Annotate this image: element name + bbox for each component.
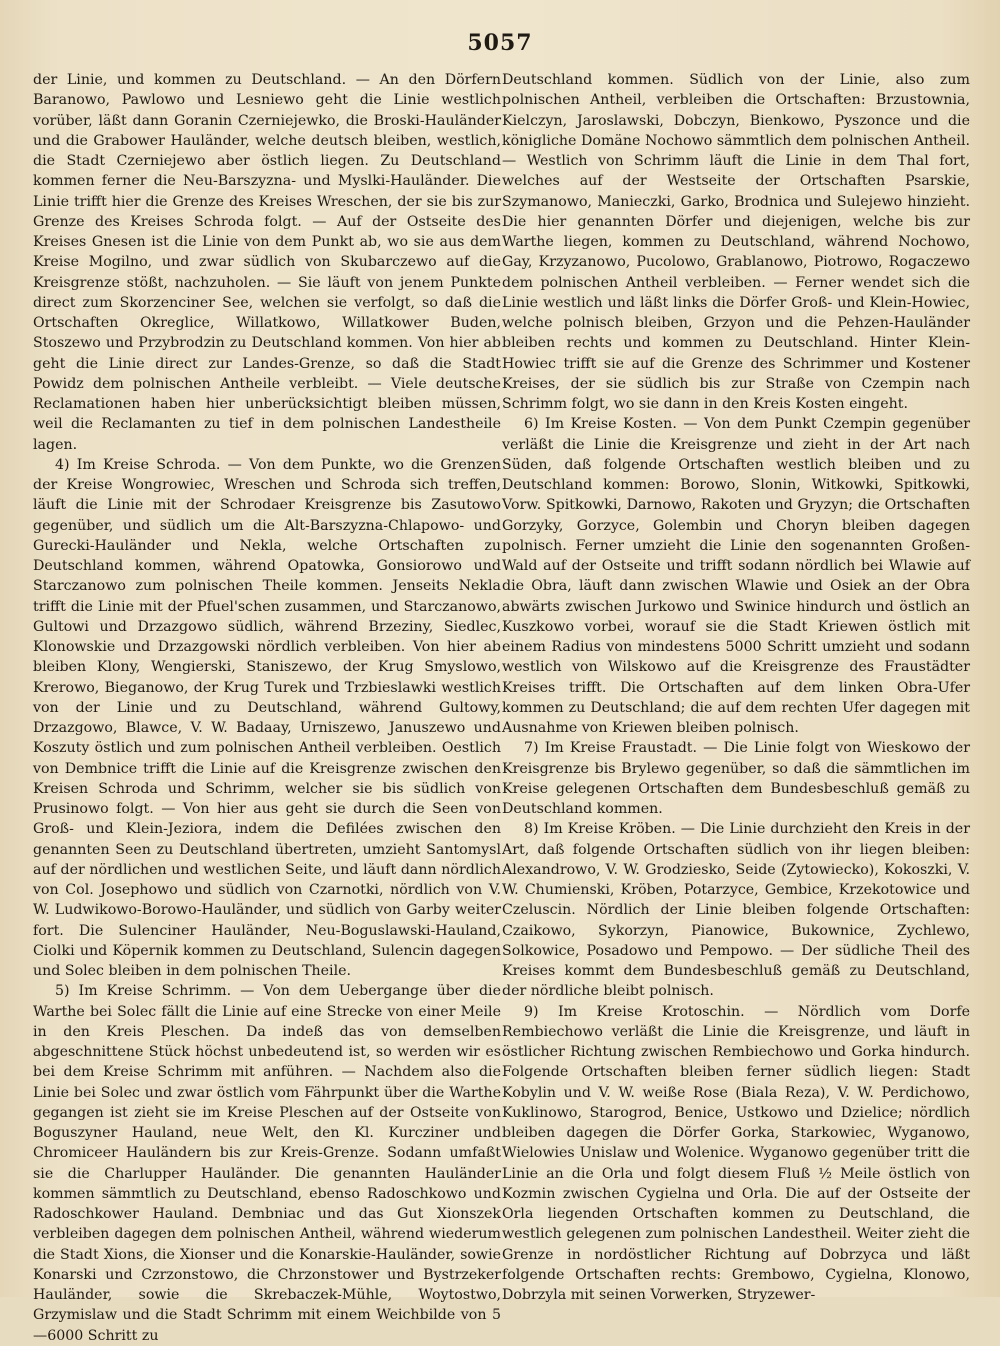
paragraph: 5) Im Kreise Schrimm. — Von dem Uebergange über die Warthe bei Solec fällt die Linie auf eine Strecke von einer Meile in den Kreis Pleschen. Da indeß das von demselben abgeschnittene Stück höchst unbedeutend ist, so werden wir es bei dem Kreise Schrimm mit anführen. — Nachdem also die Linie bei Solec und zwar östlich vom Fährpunkt über die Warthe gegangen ist zieht sie im Kreise Pleschen auf der Ostseite von Boguszyner Hauland, neue Welt, den Kl. Kurcziner und Chromiceer Hauländern bis zur Kreis-Grenze. Sodann umfaßt sie die Charlupper Hauländer. Die genannten Hauländer kommen sämmtlich zu Deutschland, ebenso Radoschkowo und Radoschkower Hauland. Dembniac und das Gut Xionszek verbleiben dagegen dem polnischen Antheil, während wiederum die Stadt Xions, die Xionser und die Konarskie-Hauländer, sowie Konarski und Czrzonstowo, die Chrzonstower und Bystrzeker Hauländer, sowie die Skrebaczek-Mühle, Woytostwo, Grzymislaw und die Stadt Schrimm mit einem Weichbilde von 5—6000 Schritt zu	[33, 983, 501, 1344]
page-number: 5057	[467, 30, 533, 56]
column-gutter	[488, 70, 489, 1270]
paragraph: 6) Im Kreise Kosten. — Von dem Punkt Czempin gegenüber verläßt die Linie die Kreisgrenze und zieht in der Art nach Süden, daß folgende Ortschaften westlich bleiben und zu Deutschland kommen: Borowo, Slonin, Witkowki, Spitkowki, Vorw. Spitkowki, Darnowo, Rakoten und Gryzyn; die Ortschaften Gorzyky, Gorzyce, Golembin und Choryn bleiben dagegen polnisch. Ferner umzieht die Linie den sogenannten Großen-Wald auf der Ostseite und trifft sodann nördlich bei Wlawie auf die Obra, läuft dann zwischen Wlawie und Osiek an der Obra abwärts zwischen Jurkowo und Swinice hindurch und östlich an Kuszkowo vorbei, worauf sie die Stadt Kriewen östlich mit einem Radius von mindestens 5000 Schritt umzieht und sodann westlich von Wilskowo auf die Kreisgrenze des Fraustädter Kreises trifft. Die Ortschaften auf dem linken Obra-Ufer kommen zu Deutschland; die auf dem rechten Ufer dagegen mit Ausnahme von Kriewen bleiben polnisch.	[502, 416, 970, 736]
paragraph: 4) Im Kreise Schroda. — Von dem Punkte, wo die Grenzen der Kreise Wongrowiec, Wreschen und Schroda sich treffen, läuft die Linie mit der Schrodaer Kreisgrenze bis Zasutowo gegenüber, und südlich um die Alt-Barszyzna-Chlapowo- und Gurecki-Hauländer und Nekla, welche Ortschaften zu Deutschland kommen, während Opatowka, Gonsiorowo und Starczanowo zum polnischen Theile kommen. Jenseits Nekla trifft die Linie mit der Pfuel'schen zusammen, und Starczanowo, Gultowi und Drzazgowo südlich, während Brzeziny, Siedlec, Klonowskie und Drzazgowski nördlich verbleiben. Von hier ab bleiben Klony, Wengierski, Staniszewo, der Krug Smyslowo, Krerowo, Bieganowo, der Krug Turek und Trzbieslawki westlich von der Linie und zu Deutschland, während Gultowy, Drzazgowo, Blawce, V. W. Badaay, Urniszewo, Januszewo und Koszuty östlich und zum polnischen Antheil verbleiben. Oestlich von Dembnice trifft die Linie auf die Kreisgrenze zwischen den Kreisen Schroda und Schrimm, welcher sie bis südlich von Prusinowo folgt. — Von hier aus geht sie durch die Seen von Groß- und Klein-Jeziora, indem die Defilées zwischen den genannten Seen zu Deutschland übertreten, umzieht Santomysl auf der nördlichen und westlichen Seite, und läuft dann nördlich von Col. Josephowo und südlich von Czarnotki, nördlich von V. W. Ludwikowo-Borowo-Hauländer, und südlich von Garby weiter fort. Die Sulenciner Hauländer, Neu-Boguslawski-Hauland, Ciolki und Köpernik kommen zu Deutschland, Sulencin dagegen und Solec bleiben in dem polnischen Theile.	[33, 456, 501, 979]
left-column	[33, 70, 501, 1346]
paragraph: 8) Im Kreise Kröben. — Die Linie durchzieht den Kreis in der Art, daß folgende Ortschaften südlich von ihr liegen bleiben: Alexandrowo, V. W. Grodziesko, Seide (Zytowiecko), Kokoszki, V. W. Chumienski, Kröben, Potarzyce, Gembice, Krzekotowice und Czeluscin. Nördlich der Linie bleiben folgende Ortschaften: Czaikowo, Sykorzyn, Pianowice, Bukownice, Zychlewo, Solkowice, Posadowo und Pempowo. — Der südliche Theil des Kreises kommt dem Bundesbeschluß gemäß zu Deutschland, der nördliche bleibt polnisch.	[502, 821, 970, 1000]
paragraph: der Linie, und kommen zu Deutschland. — An den Dörfern Baranowo, Pawlowo und Lesniewo geht die Linie westlich vorüber, läßt dann Goranin Czerniejewko, die Broski-Hauländer und die Grabower Hauländer, welche deutsch bleiben, westlich, die Stadt Czerniejewo aber östlich liegen. Zu Deutschland kommen ferner die Neu-Barszyzna- und Myslki-Hauländer. Die Linie trifft hier die Grenze des Kreises Wreschen, der sie bis zur Grenze des Kreises Schroda folgt. — Auf der Ostseite des Kreises Gnesen ist die Linie von dem Punkt ab, wo sie aus dem Kreise Mogilno, und zwar südlich von Skubarczewo auf die Kreisgrenze stößt, nachzuholen. — Sie läuft von jenem Punkte direct zum Skorzenciner See, welchen sie verfolgt, so daß die Ortschaften Okreglice, Willatkowo, Willatkower Buden, Stoszewo und Przybrodzin zu Deutschland kommen. Von hier ab geht die Linie direct zur Landes-Grenze, so daß die Stadt Powidz dem polnischen Antheile verbleibt. — Viele deutsche Reclamationen haben hier unberücksichtigt bleiben müssen, weil die Reclamanten zu tief in dem polnischen Landestheile lagen.	[33, 72, 501, 453]
paragraph: Deutschland kommen. Südlich von der Linie, also zum polnischen Antheil, verbleiben die Ortschaften: Brzustownia, Kielczyn, Jaroslawski, Dobczyn, Bienkowo, Pyszonce und die königliche Domäne Nochowo sämmtlich dem polnischen Antheil. — Westlich von Schrimm läuft die Linie in dem Thal fort, welches auf der Westseite der Ortschaften Psarskie, Szymanowo, Manieczki, Garko, Brodnica und Sulejewo hinzieht. Die hier genannten Dörfer und diejenigen, welche bis zur Warthe liegen, kommen zu Deutschland, während Nochowo, Gay, Krzyzanowo, Pucolowo, Grablanowo, Piotrowo, Rogaczewo dem polnischen Antheil verbleiben. — Ferner wendet sich die Linie westlich und läßt links die Dörfer Groß- und Klein-Howiec, welche polnisch bleiben, Grzyon und die Pehzen-Hauländer bleiben rechts und kommen zu Deutschland. Hinter Klein-Howiec trifft sie auf die Grenze des Schrimmer und Kostener Kreises, der sie südlich bis zur Straße von Czempin nach Schrimm folgt, wo sie dann in den Kreis Kosten eingeht.	[502, 72, 970, 412]
paragraph: 9) Im Kreise Krotoschin. — Nördlich vom Dorfe Rembiechowo verläßt die Linie die Kreisgrenze, und läuft in östlicher Richtung zwischen Rembiechowo und Gorka hindurch. Folgende Ortschaften bleiben ferner südlich liegen: Stadt Kobylin und V. W. weiße Rose (Biala Reza), V. W. Perdichowo, Kuklinowo, Starogrod, Benice, Ustkowo und Dzielice; nördlich bleiben dagegen die Dörfer Gorka, Starkowiec, Wyganowo, Wielowies Unislaw und Wolenice. Wyganowo gegenüber tritt die Linie an die Orla und folgt diesem Fluß ½ Meile östlich von Kozmin zwischen Cygielna und Orla. Die auf der Ostseite der Orla liegenden Ortschaften kommen zu Deutschland, die westlich gelegenen zum polnischen Landestheil. Weiter zieht die Grenze in nordöstlicher Richtung auf Dobrzyca und läßt folgende Ortschaften rechts: Grembowo, Cygielna, Klonowo, Dobrzyla mit seinen Vorwerken, Stryzewer-	[502, 1003, 970, 1303]
right-column	[502, 70, 970, 1305]
paragraph: 7) Im Kreise Fraustadt. — Die Linie folgt von Wieskowo der Kreisgrenze bis Brylewo gegenüber, so daß die sämmtlichen im Kreise gelegenen Ortschaften dem Bundesbeschluß gemäß zu Deutschland kommen.	[502, 740, 970, 817]
